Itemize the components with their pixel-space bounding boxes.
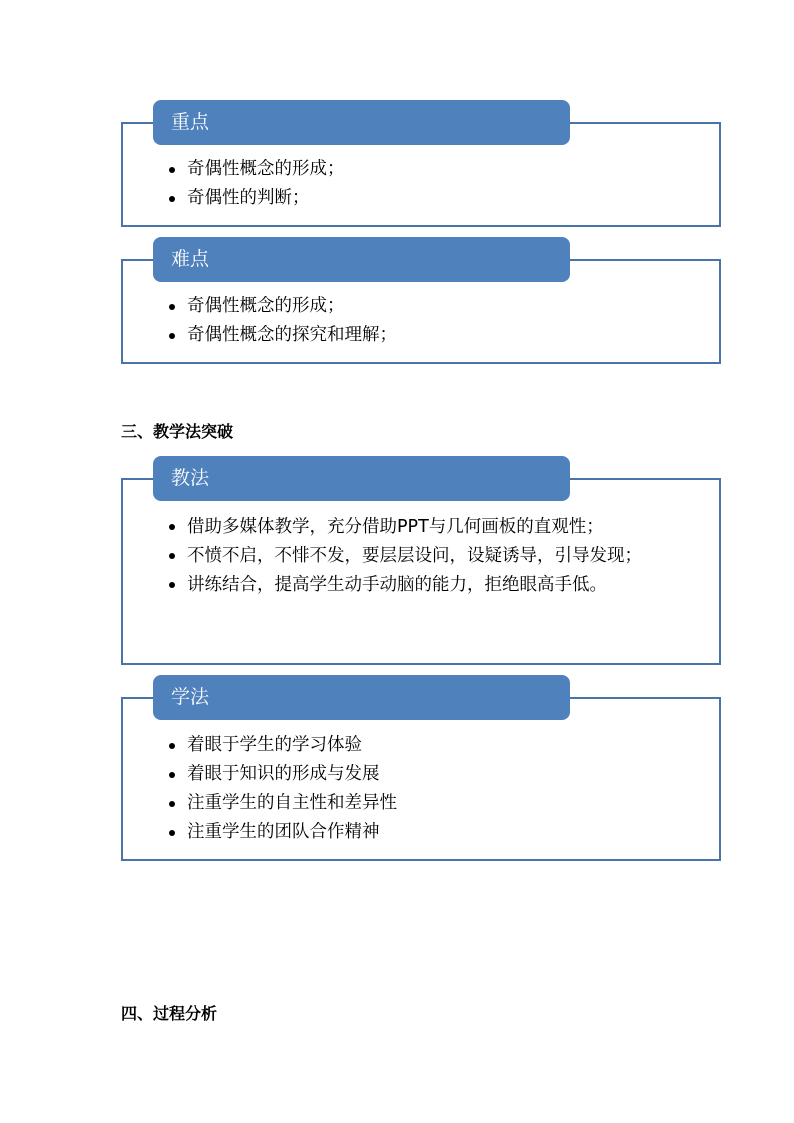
list-item: 奇偶性概念的形成； bbox=[167, 155, 345, 184]
learning-methods-title: 学法 bbox=[153, 675, 570, 720]
bullet-icon bbox=[169, 333, 175, 339]
list-item: 注重学生的自主性和差异性 bbox=[167, 789, 397, 818]
bullet-icon bbox=[169, 553, 175, 559]
teaching-methods-list bbox=[167, 515, 707, 602]
bullet-icon bbox=[169, 304, 175, 310]
section-heading-4: 四、过程分析 bbox=[121, 1004, 218, 1023]
key-points-title: 重点 bbox=[153, 100, 570, 145]
list-item: 奇偶性概念的探究和理解； bbox=[167, 321, 397, 350]
bullet-icon bbox=[169, 524, 175, 530]
list-item: 着眼于学生的学习体验 bbox=[167, 731, 397, 760]
difficult-points-list bbox=[167, 292, 397, 350]
learning-methods-list bbox=[167, 731, 397, 847]
bullet-icon bbox=[169, 772, 175, 778]
bullet-icon bbox=[169, 830, 175, 836]
teaching-methods-title: 教法 bbox=[153, 456, 570, 501]
section-heading-3: 三、教学法突破 bbox=[121, 422, 234, 441]
bullet-icon bbox=[169, 196, 175, 202]
list-item: 奇偶性概念的形成； bbox=[167, 292, 397, 321]
key-points-list bbox=[167, 155, 345, 213]
list-item: 奇偶性的判断； bbox=[167, 184, 345, 213]
bullet-icon bbox=[169, 167, 175, 173]
difficult-points-title: 难点 bbox=[153, 237, 570, 282]
bullet-icon bbox=[169, 582, 175, 588]
bullet-icon bbox=[169, 801, 175, 807]
list-item: 着眼于知识的形成与发展 bbox=[167, 760, 397, 789]
list-item: 注重学生的团队合作精神 bbox=[167, 818, 397, 847]
list-item: 借助多媒体教学，充分借助PPT与几何画板的直观性； bbox=[167, 515, 707, 539]
list-item: 讲练结合，提高学生动手动脑的能力，拒绝眼高手低。 bbox=[167, 573, 657, 597]
list-item: 不愤不启，不悱不发，要层层设问，设疑诱导，引导发现； bbox=[167, 544, 657, 568]
bullet-icon bbox=[169, 743, 175, 749]
